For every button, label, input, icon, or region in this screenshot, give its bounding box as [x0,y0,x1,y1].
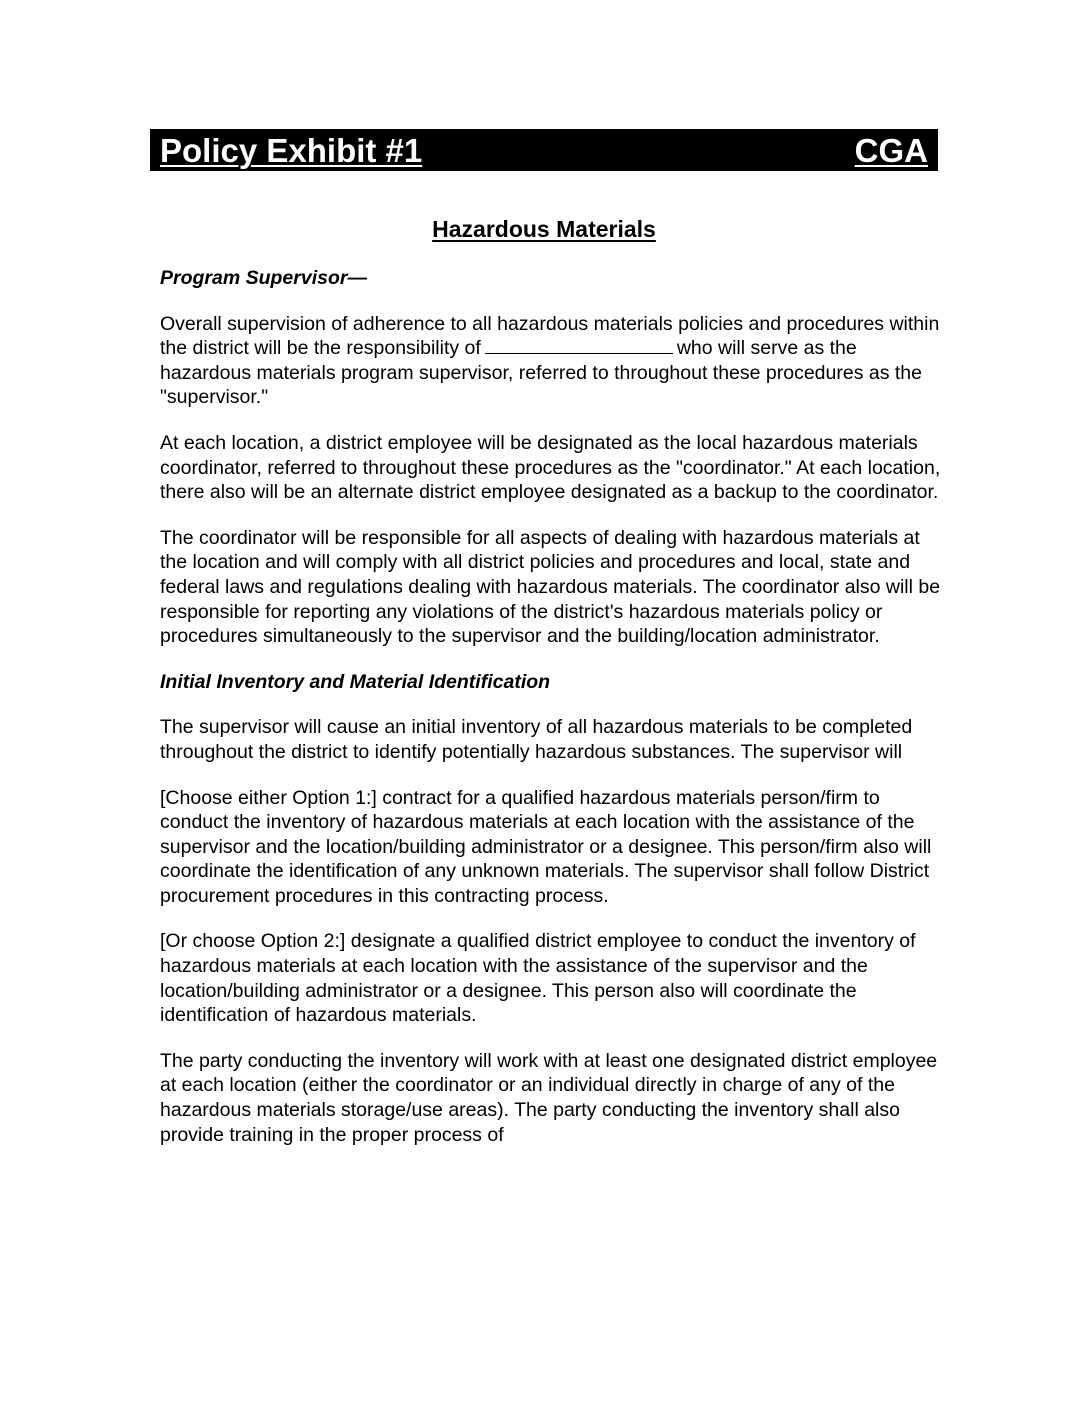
document-title: Hazardous Materials [432,216,656,242]
paragraph-option-2: [Or choose Option 2:] designate a qualified district employee to conduct the inventory of hazardous materials at each location with the assistance of the supervisor and the location/building administrator or a designee. This person also will coordinate the identification of hazardous materials. [160,930,916,1027]
paragraph-text-after-blank: who will serve as the hazardous materials program supervisor, referred to throughout these procedures as the "supervisor." [160,337,922,409]
paragraph-coordinator-designation: At each location, a district employee will be designated as the local hazardous materials coordinator, referred to throughout these procedures as the "coordinator." At each location, there also will be an alternate district employee designated as a backup to the coordinator. [160,431,941,504]
section-heading-program-supervisor: Program Supervisor— [160,267,367,289]
supervisor-name-blank [485,337,673,354]
section-heading-initial-inventory: Initial Inventory and Material Identification [160,670,551,693]
paragraph-inventory-party: The party conducting the inventory will work with at least one designated district employee at each location (either the coordinator or an individual directly in charge of any of the hazardous materials storage/use areas). The party conducting the inventory shall also provide training in the proper process of [160,1049,938,1146]
paragraph-coordinator-responsibilities: The coordinator will be responsible for all aspects of dealing with hazardous materials at the location and will comply with all district policies and procedures and local, state and federal laws and regulations dealing with hazardous materials. The coordinator also will be responsible for reporting any violations of the district's hazardous materials policy or procedures simultaneously to the supervisor and the building/location administrator. [160,526,941,648]
document-body [160,266,950,1168]
policy-header-bar [150,129,938,171]
paragraph-initial-inventory: The supervisor will cause an initial inventory of all hazardous materials to be completed throughout the district to identify potentially hazardous substances. The supervisor will [160,716,913,763]
paragraph-option-1: [Choose either Option 1:] contract for a qualified hazardous materials person/firm to conduct the inventory of hazardous materials at each location with the assistance of the supervisor and the location/building administrator or a designee. This person/firm also will coordinate the identification of any unknown materials. The supervisor shall follow District procurement procedures in this contracting process. [160,786,932,907]
paragraph-text-before-blank: Overall supervision of adherence to all hazardous materials policies and procedures within the district will be the responsibility of [160,312,940,360]
policy-exhibit-title: Policy Exhibit #1 [160,131,423,169]
organization-label: CGA [854,131,928,169]
paragraph-supervisor-responsibility [160,312,950,410]
